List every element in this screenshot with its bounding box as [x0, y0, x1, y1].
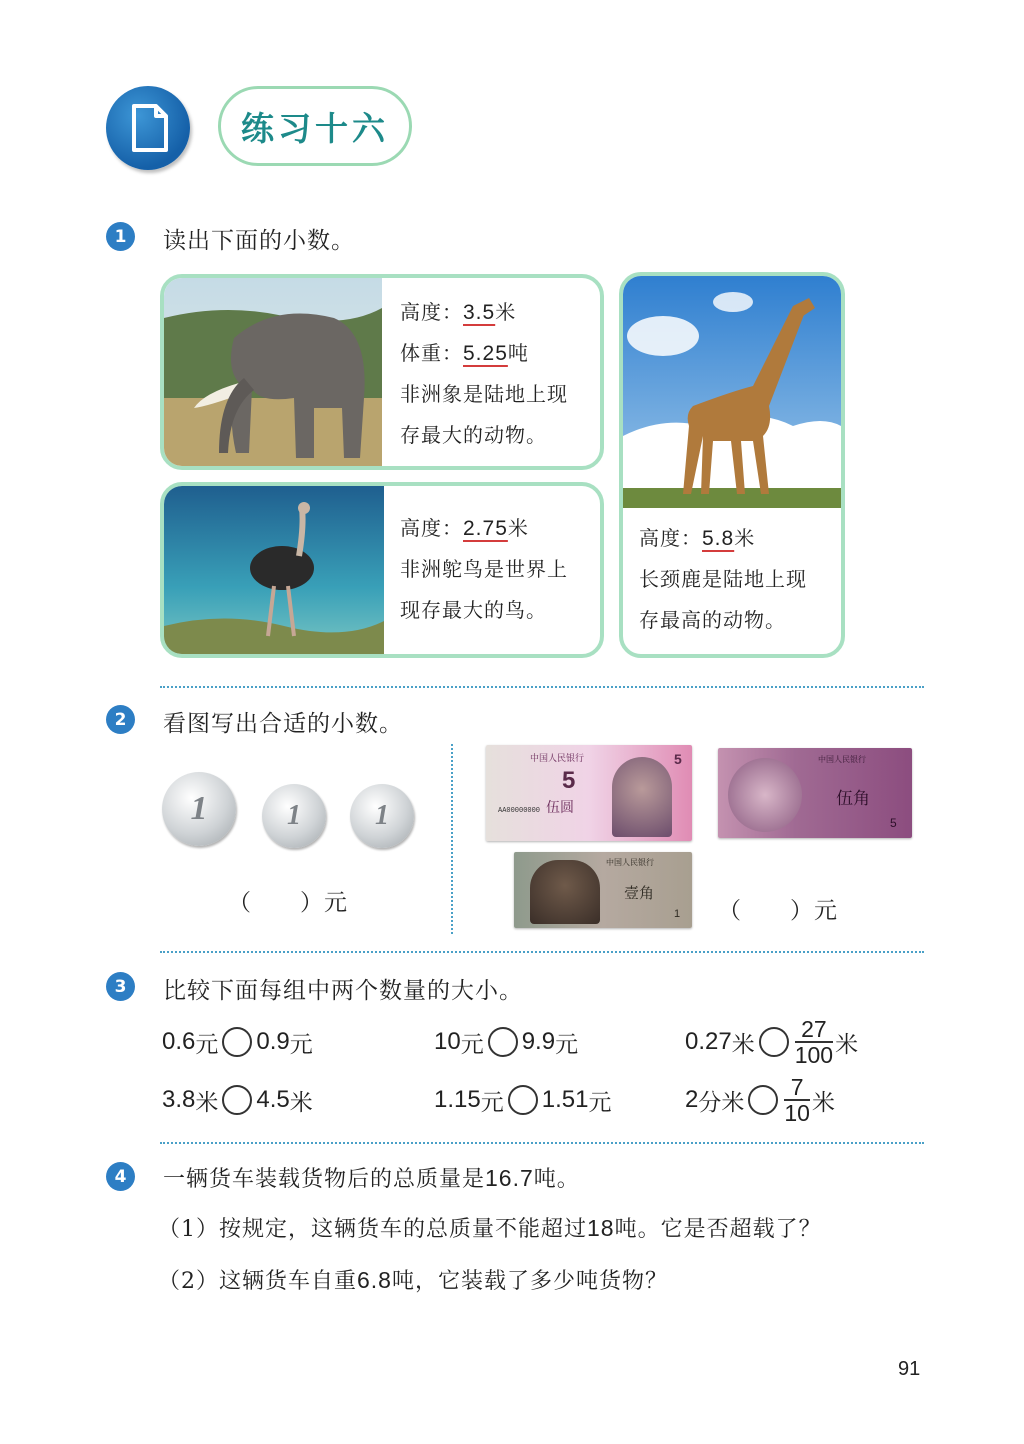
unit: 米: [734, 526, 756, 550]
sub-question-2: [158, 1264, 668, 1295]
compare-item: [162, 1082, 313, 1118]
bank-name: 中国人民银行: [818, 755, 866, 764]
numerator: 27: [801, 1016, 827, 1042]
value-b: 1.51: [541, 1086, 589, 1113]
unit: 元: [460, 1031, 484, 1058]
compare-item: [434, 1024, 578, 1060]
bank-name: 中国人民银行: [606, 858, 654, 867]
number: 6.8: [357, 1267, 392, 1293]
question-number-3: 3: [106, 972, 135, 1001]
value-b: 9.9: [521, 1028, 556, 1055]
compare-item: [685, 1072, 835, 1128]
vertical-divider: [451, 744, 453, 934]
one-jiao-banknote: [514, 852, 692, 928]
bank-name: 中国人民银行: [530, 754, 585, 764]
answer-blank-left[interactable]: （ ）元: [228, 890, 348, 916]
compare-circle[interactable]: [488, 1027, 518, 1057]
text: 吨，它装载了多少吨货物？: [391, 1269, 668, 1294]
elephant-desc-2: 存最大的动物。: [400, 423, 547, 447]
value-b: 4.5: [256, 1086, 290, 1113]
one-jiao-coin: 1: [262, 784, 326, 848]
question-2-prompt: 看图写出合适的小数。: [163, 711, 403, 737]
giraffe-card: [619, 272, 845, 658]
elephant-height-value: 3.5: [463, 301, 496, 324]
compare-circle[interactable]: [508, 1085, 538, 1115]
note-hanzi: 壹角: [624, 884, 655, 902]
note-hanzi: 伍圆: [546, 800, 574, 816]
unit: 元: [480, 1089, 504, 1116]
fraction: [795, 1017, 833, 1067]
text: 一辆货车装载货物后的总质量是: [163, 1167, 486, 1192]
compare-circle[interactable]: [748, 1085, 778, 1115]
giraffe-desc-2: 存最高的动物。: [639, 608, 786, 632]
unit: 米: [811, 1089, 835, 1116]
unit: 米: [731, 1031, 755, 1058]
unit: 米: [289, 1089, 313, 1116]
unit: 米: [835, 1031, 859, 1058]
compare-item: [434, 1082, 611, 1118]
ostrich-desc-1: 非洲鸵鸟是世界上: [400, 557, 568, 581]
serial-number: AA00000000: [498, 807, 541, 815]
portrait: [728, 758, 802, 832]
answer-blank-right[interactable]: （ ）元: [718, 898, 838, 924]
elephant-image: [164, 278, 382, 468]
compare-item: [162, 1024, 313, 1060]
value-a: 0.6: [162, 1028, 196, 1055]
weight-label: 体重：: [400, 341, 463, 365]
fraction: [784, 1075, 810, 1125]
giraffe-text: [639, 518, 807, 641]
text: 吨。它是否超载了？: [614, 1217, 822, 1242]
height-label: 高度：: [400, 300, 463, 324]
one-yuan-coin: 1: [162, 772, 236, 846]
unit: 元: [289, 1031, 313, 1058]
divider: [160, 951, 924, 953]
note-value-corner: 5: [674, 751, 682, 767]
height-label: 高度：: [400, 516, 463, 540]
compare-item: [685, 1014, 858, 1070]
unit: 米: [195, 1089, 219, 1116]
value-a: 1.15: [434, 1086, 481, 1113]
ostrich-height-value: 2.75: [463, 517, 508, 540]
question-4-prompt: [163, 1162, 580, 1193]
elephant-text: [400, 292, 568, 456]
note-value-corner: 5: [890, 816, 897, 830]
unit: 元: [555, 1031, 579, 1058]
text: 吨。: [533, 1167, 580, 1192]
portrait: [530, 860, 600, 924]
compare-circle[interactable]: [222, 1027, 252, 1057]
divider: [160, 686, 924, 688]
value-a: 0.27: [685, 1028, 732, 1055]
note-hanzi: 伍角: [836, 789, 870, 809]
note-value-corner: 1: [674, 908, 681, 920]
value-a: 10: [434, 1028, 461, 1055]
value-a: 2: [685, 1086, 699, 1113]
one-jiao-coin: 1: [350, 784, 414, 848]
question-3-prompt: 比较下面每组中两个数量的大小。: [163, 978, 523, 1004]
elephant-weight-value: 5.25: [463, 342, 508, 365]
giraffe-height-value: 5.8: [702, 527, 735, 550]
unit: 米: [495, 300, 517, 324]
ostrich-text: [400, 508, 568, 631]
elephant-desc-1: 非洲象是陆地上现: [400, 382, 568, 406]
note-value: 5: [562, 767, 576, 794]
portrait: [612, 757, 672, 837]
unit: 米: [507, 516, 529, 540]
exercise-icon: [106, 86, 190, 170]
text: （2）这辆货车自重: [158, 1269, 357, 1294]
five-yuan-banknote: [486, 745, 692, 841]
unit: 吨: [507, 341, 529, 365]
five-jiao-banknote: [718, 748, 912, 838]
text: （1）按规定，这辆货车的总质量不能超过: [158, 1217, 587, 1242]
value-b: 0.9: [256, 1028, 290, 1055]
unit: 元: [588, 1089, 612, 1116]
document-icon: [106, 86, 190, 170]
question-number-2: 2: [106, 705, 135, 734]
question-1-prompt: 读出下面的小数。: [163, 228, 355, 254]
page-number: 91: [898, 1358, 921, 1380]
elephant-card: [160, 274, 604, 470]
compare-circle[interactable]: [759, 1027, 789, 1057]
number: 18: [587, 1215, 615, 1241]
value-a: 3.8: [162, 1086, 196, 1113]
page-title: 练习十六: [241, 108, 389, 148]
unit: 元: [195, 1031, 219, 1058]
denominator: 100: [794, 1042, 834, 1068]
giraffe-image: [623, 276, 841, 508]
question-number-4: 4: [106, 1162, 135, 1191]
unit: 分米: [698, 1089, 745, 1116]
ostrich-desc-2: 现存最大的鸟。: [400, 598, 547, 622]
title-box: [218, 86, 412, 166]
height-label: 高度：: [639, 526, 702, 550]
giraffe-desc-1: 长颈鹿是陆地上现: [639, 567, 807, 591]
sub-question-1: [158, 1212, 822, 1243]
numerator: 7: [790, 1074, 804, 1100]
compare-circle[interactable]: [222, 1085, 252, 1115]
divider: [160, 1142, 924, 1144]
denominator: 10: [784, 1100, 810, 1126]
question-number-1: 1: [106, 222, 135, 251]
ostrich-card: [160, 482, 604, 658]
ostrich-image: [164, 486, 384, 656]
number: 16.7: [485, 1165, 534, 1191]
